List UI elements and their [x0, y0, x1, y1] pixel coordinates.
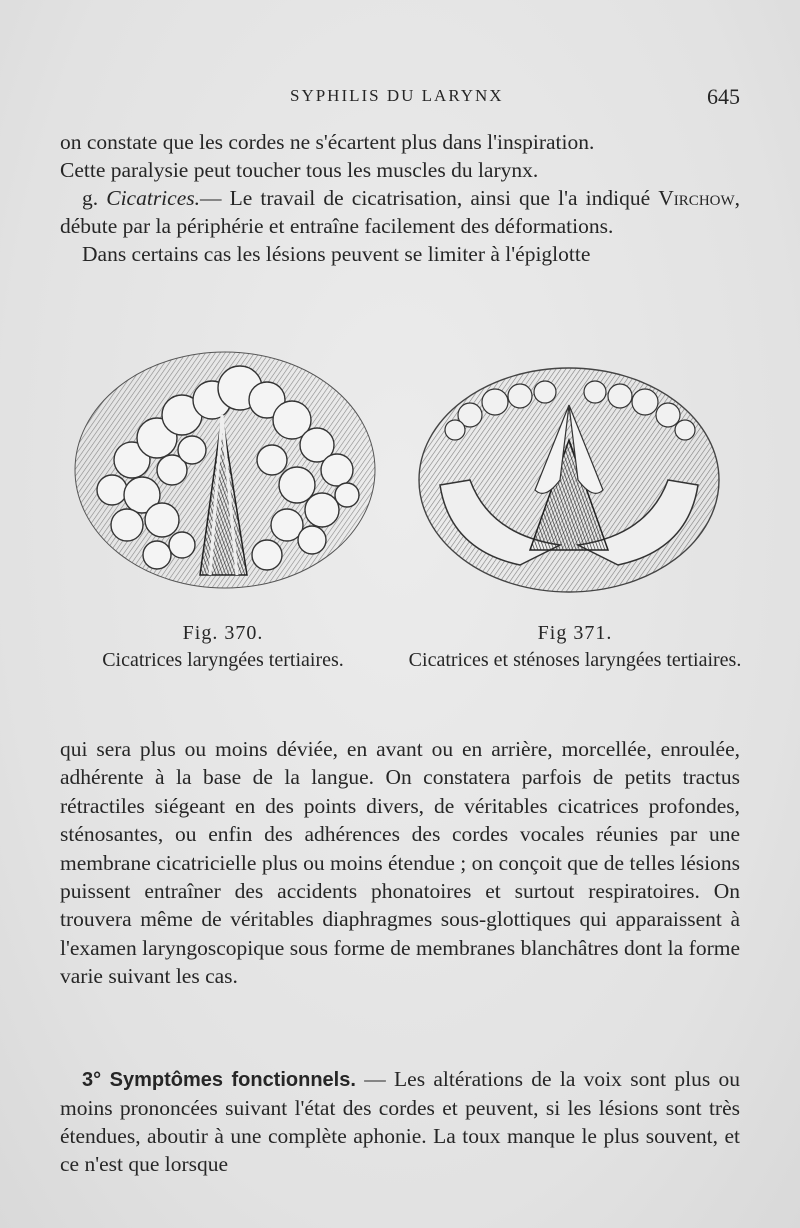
figure-370-illustration: [72, 320, 378, 610]
page-number: 645: [707, 84, 740, 109]
larynx-engraving-370: [72, 320, 378, 610]
bottom-text-block: [60, 735, 740, 991]
top-text-block: [60, 128, 740, 268]
figure-370-caption: [58, 620, 388, 674]
section-heading: 3° Symptômes fonctionnels.: [82, 1069, 356, 1091]
symptoms-section: [60, 1065, 740, 1178]
running-title: SYPHILIS DU LARYNX: [290, 86, 504, 105]
section-text: , débute par la périphérie et entraîne facilement des déformations.: [60, 186, 741, 238]
figure-371-caption: [405, 620, 745, 674]
section-g-paragraph: [60, 184, 740, 240]
figure-number: Fig. 370.: [182, 622, 264, 644]
section-title: Cicatrices.: [106, 186, 200, 210]
page-header: [60, 86, 740, 112]
text-line: on constate que les cordes ne s'écartent plus dans l'inspiration.: [60, 130, 595, 154]
larynx-engraving-371: [410, 340, 728, 608]
paragraph: Dans certains cas les lésions peuvent se limiter à l'épiglotte: [82, 242, 591, 266]
symptoms-paragraph: [60, 1065, 740, 1178]
section-text: — Les altérations de la voix sont plus ou moins prononcées suivant l'état des cordes et peuvent, si les lésions sont très étendues, aboutir à une complète aphonie. La toux manque le plus souvent, et ce n'est que lorsque: [60, 1067, 741, 1176]
caption-text: Cicatrices et sténoses laryngées tertiaires.: [408, 649, 742, 671]
paragraph: qui sera plus ou moins déviée, en avant ou en arrière, morcellée, enroulée, adhérente à la base de la langue. On constatera parfois de petits tractus rétractiles siégeant en des points divers, de véritables cicatrices profondes, sténosantes, ou enfin des adhérences des cordes vocales réunies par une membrane cicatricielle plus ou moins étendue ; on conçoit que de telles lésions puissent entraîner des accidents phonatoires et surtout respiratoires. On trouvera même de véritables diaphragmes sous-glottiques qui apparaissent à l'examen laryngoscopique sous forme de membranes blanchâtres dont la forme varie suivant les cas.: [60, 737, 740, 989]
section-text: — Le travail de cicatrisation, ainsi que l'a indiqué: [199, 186, 651, 210]
text-line: Cette paralysie peut toucher tous les muscles du larynx.: [60, 158, 539, 182]
figure-371-illustration: [410, 340, 728, 608]
figure-number: Fig 371.: [537, 622, 613, 644]
caption-text: Cicatrices laryngées tertiaires.: [102, 649, 344, 671]
section-marker: g.: [82, 186, 99, 210]
author-name: Virchow: [658, 186, 735, 210]
